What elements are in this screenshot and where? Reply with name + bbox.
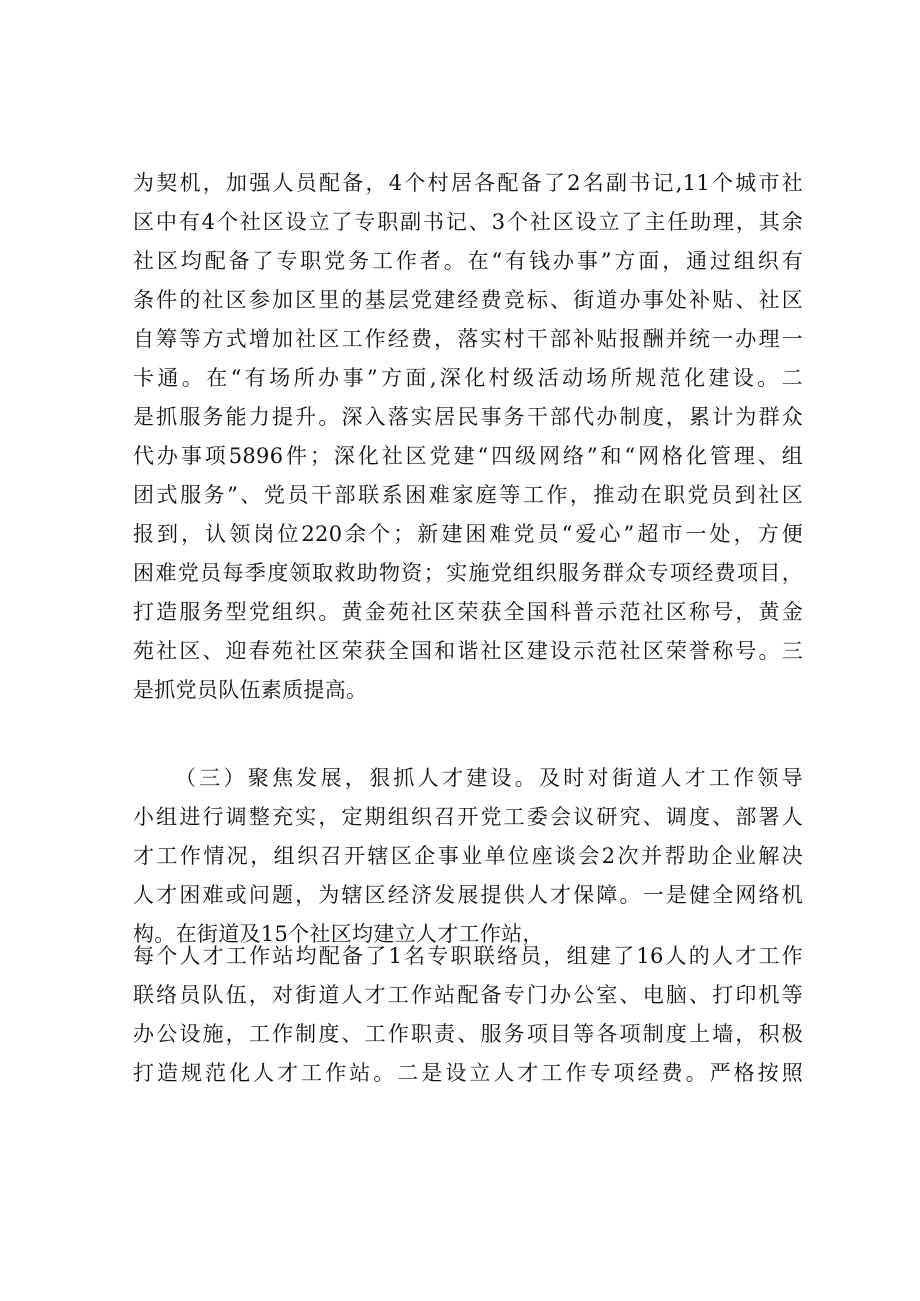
text-line: 报到，认领岗位220余个；新建困难党员“爱心”超市一处，方便 bbox=[133, 522, 803, 546]
text-line: 构。在街道及15个社区均建立人才工作站， bbox=[133, 922, 544, 946]
section-heading-line: （三）聚焦发展，狠抓人才建设。及时对街道人才工作领导 bbox=[175, 766, 803, 790]
paragraph-talent-building bbox=[133, 759, 803, 954]
text-line: 卡通。在“有场所办事”方面,深化村级活动场所规范化建设。二 bbox=[133, 366, 803, 390]
text-line: 条件的社区参加区里的基层党建经费竞标、街道办事处补贴、社区 bbox=[133, 288, 803, 312]
text-line: 办公设施，工作制度、工作职责、服务项目等各项制度上墙，积极 bbox=[133, 1022, 803, 1046]
text-line: 苑社区、迎春苑社区荣获全国和谐社区建设示范社区荣誉称号。三 bbox=[133, 639, 803, 663]
text-line: 每个人才工作站均配备了1名专职联络员，组建了16人的人才工作 bbox=[133, 944, 803, 968]
text-line: 打造规范化人才工作站。二是设立人才工作专项经费。严格按照 bbox=[133, 1061, 803, 1085]
text-line: 小组进行调整充实，定期组织召开党工委会议研究、调度、部署人 bbox=[133, 805, 803, 829]
text-line: 联络员队伍，对街道人才工作站配备专门办公室、电脑、打印机等 bbox=[133, 983, 803, 1007]
text-line: 为契机，加强人员配备，4个村居各配备了2名副书记,11个城市社 bbox=[133, 171, 803, 195]
text-line: 团式服务”、党员干部联系困难家庭等工作，推动在职党员到社区 bbox=[133, 483, 803, 507]
paragraph-talent-stations bbox=[133, 937, 803, 1093]
text-line: 人才困难或问题，为辖区经济发展提供人才保障。一是健全网络机 bbox=[133, 883, 803, 907]
text-line: 自筹等方式增加社区工作经费，落实村干部补贴报酬并统一办理一 bbox=[133, 327, 803, 351]
text-line: 困难党员每季度领取救助物资；实施党组织服务群众专项经费项目， bbox=[133, 561, 803, 585]
text-line: 才工作情况，组织召开辖区企事业单位座谈会2次并帮助企业解决 bbox=[133, 844, 803, 868]
text-line: 代办事项5896件；深化社区党建“四级网络”和“网格化管理、组 bbox=[133, 444, 803, 468]
text-line: 打造服务型党组织。黄金苑社区荣获全国科普示范社区称号，黄金 bbox=[133, 600, 803, 624]
paragraph-party-building bbox=[133, 164, 803, 710]
text-line: 区中有4个社区设立了专职副书记、3个社区设立了主任助理，其余 bbox=[133, 210, 803, 234]
text-line: 是抓党员队伍素质提高。 bbox=[133, 678, 368, 702]
text-line: 社区均配备了专职党务工作者。在“有钱办事”方面，通过组织有 bbox=[133, 249, 803, 273]
text-line: 是抓服务能力提升。深入落实居民事务干部代办制度，累计为群众 bbox=[133, 405, 803, 429]
